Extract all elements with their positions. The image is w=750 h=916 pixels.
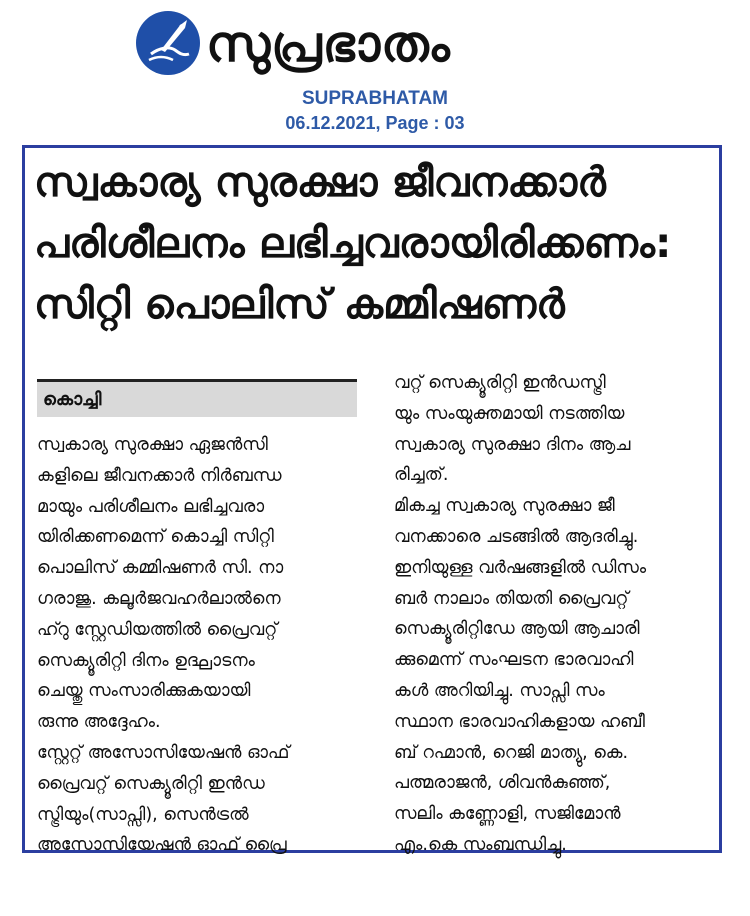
text-line: അസോസിയേഷൻ ഓഫ് പ്രൈ bbox=[37, 835, 287, 856]
quill-pen-icon bbox=[135, 10, 201, 76]
text-line: സലിം കണ്ണോളി, സജിമോൻ bbox=[394, 804, 621, 825]
text-line: ഗരാജു. കലൂർജവഹർലാൽനെ bbox=[37, 588, 281, 609]
text-line: ബ് റഹ്മാൻ, റെജി മാത്യു, കെ. bbox=[394, 742, 629, 763]
text-line: പത്മരാജൻ, ശിവൻകുഞ്ഞ്, bbox=[394, 773, 611, 794]
masthead bbox=[0, 0, 750, 133]
dateline: കൊച്ചി bbox=[43, 389, 102, 410]
text-line: മായും പരിശീലനം ലഭിച്ചവരാ bbox=[37, 496, 265, 517]
text-line: രുന്നു അദ്ദേഹം. bbox=[37, 712, 161, 733]
text-line: കൾ അറിയിച്ചു. സാപ്സി സം bbox=[394, 680, 605, 701]
headline-line: പരിശീലനം ലഭിച്ചവരായിരിക്കണം: bbox=[34, 219, 672, 267]
text-line: പ്രൈവറ്റ് സെക്യൂരിറ്റി ഇൻഡ bbox=[37, 773, 265, 794]
text-line: ചെയ്തു സംസാരിക്കുകയായി bbox=[37, 681, 251, 702]
text-line: സെക്യൂരിറ്റി ദിനം ഉദ്ഘാടനം bbox=[37, 650, 255, 671]
dateline-bar bbox=[37, 379, 357, 417]
headline-line: സ്വകാര്യ സുരക്ഷാ ജീവനക്കാർ bbox=[34, 158, 606, 206]
text-line: പൊലിസ് കമ്മിഷണർ സി. നാ bbox=[37, 558, 284, 579]
text-line: മികച്ച സ്വകാര്യ സുരക്ഷാ ജീ bbox=[394, 496, 615, 517]
text-line: എം.കെ സംബന്ധിച്ചു. bbox=[394, 834, 567, 855]
text-line: കളിലെ ജീവനക്കാർ നിർബന്ധ bbox=[37, 465, 282, 486]
article-column-2 bbox=[394, 368, 714, 861]
text-line: ഹ്റു സ്റ്റേഡിയത്തിൽ പ്രൈവറ്റ് bbox=[37, 619, 278, 640]
text-line: സ്ഥാന ഭാരവാഹികളായ ഹബീ bbox=[394, 711, 645, 732]
text-line: സെക്യൂരിറ്റിഡേ ആയി ആചാരി bbox=[394, 619, 640, 640]
text-line: ബർ നാലാം തിയതി പ്രൈവറ്റ് bbox=[394, 588, 629, 609]
text-line: ക്കുമെന്ന് സംഘടന ഭാരവാഹി bbox=[394, 650, 634, 671]
text-line: യിരിക്കണമെന്ന് കൊച്ചി സിറ്റി bbox=[37, 527, 274, 548]
text-line: സ്വകാര്യ സുരക്ഷാ ഏജൻസി bbox=[37, 435, 268, 455]
article-headline bbox=[34, 152, 714, 335]
text-line: രിച്ചത്. bbox=[394, 465, 449, 486]
text-line: സ്ട്രിയും(സാപ്സി), സെൻട്രൽ bbox=[37, 804, 249, 825]
article-column-1 bbox=[37, 430, 367, 861]
newspaper-logo-text: സുപ്രഭാതം bbox=[206, 15, 451, 73]
newspaper-name: SUPRABHATAM bbox=[301, 88, 448, 109]
text-line: സ്റ്റേറ്റ് അസോസിയേഷൻ ഓഫ് bbox=[37, 742, 290, 763]
text-line: യും സംയുക്തമായി നടത്തിയ bbox=[394, 403, 625, 424]
headline-line: സിറ്റി പൊലിസ് കമ്മിഷണർ bbox=[34, 280, 565, 328]
text-line: വനക്കാരെ ചടങ്ങിൽ ആദരിച്ചു. bbox=[394, 526, 639, 547]
publication-date-page: 06.12.2021, Page : 03 bbox=[285, 113, 465, 133]
text-line: ഇനിയുള്ള വർഷങ്ങളിൽ ഡിസം bbox=[394, 557, 647, 578]
text-line: വറ്റ് സെക്യൂരിറ്റി ഇൻഡസ്ട്രി bbox=[394, 373, 606, 393]
text-line: സ്വകാര്യ സുരക്ഷാ ദിനം ആച bbox=[394, 434, 631, 455]
